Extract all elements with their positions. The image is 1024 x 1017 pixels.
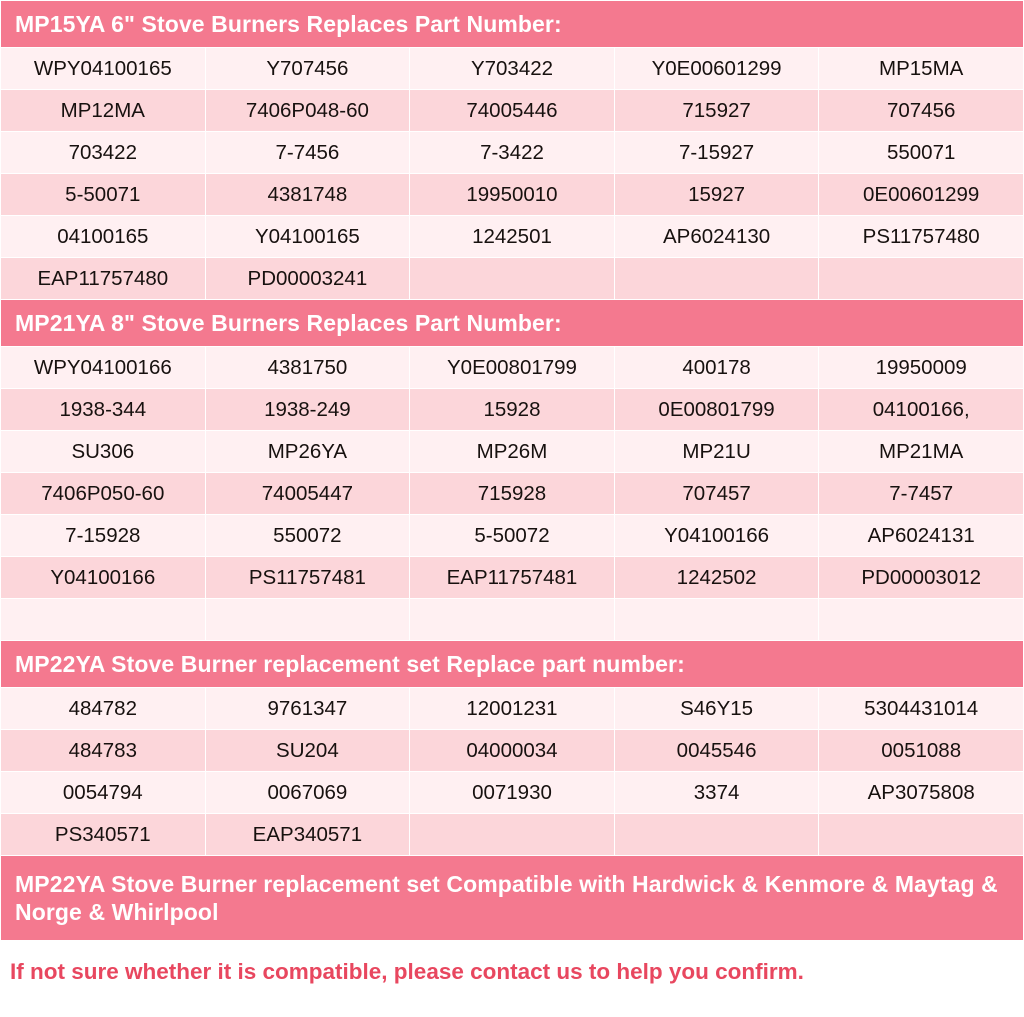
empty-cell — [205, 599, 410, 641]
table-row — [1, 174, 1024, 216]
table-body — [1, 1, 1024, 941]
part-cell: S46Y15 — [614, 688, 819, 730]
table-row — [1, 599, 1024, 641]
part-cell: Y04100165 — [205, 216, 410, 258]
section-banner-row — [1, 1, 1024, 48]
part-cell: 550071 — [819, 132, 1024, 174]
section-banner-row — [1, 300, 1024, 347]
table-row — [1, 431, 1024, 473]
part-cell: 7406P050-60 — [1, 473, 206, 515]
empty-cell — [614, 814, 819, 856]
table-row — [1, 389, 1024, 431]
part-cell: PD00003241 — [205, 258, 410, 300]
part-cell: MP21MA — [819, 431, 1024, 473]
empty-cell — [410, 258, 615, 300]
part-cell: 19950010 — [410, 174, 615, 216]
table-row — [1, 772, 1024, 814]
part-cell: 5304431014 — [819, 688, 1024, 730]
part-cell: SU204 — [205, 730, 410, 772]
part-cell: 74005447 — [205, 473, 410, 515]
table-row — [1, 132, 1024, 174]
part-cell: 5-50071 — [1, 174, 206, 216]
empty-cell — [410, 814, 615, 856]
part-cell: 703422 — [1, 132, 206, 174]
table-row — [1, 48, 1024, 90]
empty-cell — [614, 258, 819, 300]
part-cell: 9761347 — [205, 688, 410, 730]
part-cell: Y04100166 — [1, 557, 206, 599]
part-cell: AP6024130 — [614, 216, 819, 258]
part-cell: 4381748 — [205, 174, 410, 216]
part-cell: 484783 — [1, 730, 206, 772]
part-cell: AP3075808 — [819, 772, 1024, 814]
table-row — [1, 473, 1024, 515]
part-cell: 3374 — [614, 772, 819, 814]
empty-cell — [819, 258, 1024, 300]
part-cell: 0051088 — [819, 730, 1024, 772]
part-cell: 707457 — [614, 473, 819, 515]
part-cell: SU306 — [1, 431, 206, 473]
empty-cell — [819, 814, 1024, 856]
part-cell: 1938-249 — [205, 389, 410, 431]
footnote-text: If not sure whether it is compatible, please contact us to help you confirm. — [0, 941, 1024, 1003]
part-cell: 04000034 — [410, 730, 615, 772]
part-cell: PS340571 — [1, 814, 206, 856]
part-cell: 7-7456 — [205, 132, 410, 174]
part-cell: 15928 — [410, 389, 615, 431]
empty-cell — [1, 599, 206, 641]
part-cell: MP12MA — [1, 90, 206, 132]
part-cell: 400178 — [614, 347, 819, 389]
table-row — [1, 557, 1024, 599]
part-cell: 715927 — [614, 90, 819, 132]
compatibility-banner: MP22YA Stove Burner replacement set Compatible with Hardwick & Kenmore & Maytag & Norge & Whirlpool — [1, 856, 1024, 941]
table-row — [1, 90, 1024, 132]
section-banner-mp21ya: MP21YA 8" Stove Burners Replaces Part Number: — [1, 300, 1024, 347]
part-cell: 7-15927 — [614, 132, 819, 174]
part-cell: MP21U — [614, 431, 819, 473]
part-cell: WPY04100165 — [1, 48, 206, 90]
part-cell: 5-50072 — [410, 515, 615, 557]
part-cell: Y0E00601299 — [614, 48, 819, 90]
empty-cell — [410, 599, 615, 641]
part-cell: EAP11757481 — [410, 557, 615, 599]
part-cell: 12001231 — [410, 688, 615, 730]
table-row — [1, 515, 1024, 557]
part-cell: 7-3422 — [410, 132, 615, 174]
part-cell: 0045546 — [614, 730, 819, 772]
part-cell: 7-15928 — [1, 515, 206, 557]
empty-cell — [614, 599, 819, 641]
part-cell: Y0E00801799 — [410, 347, 615, 389]
empty-cell — [819, 599, 1024, 641]
part-cell: 707456 — [819, 90, 1024, 132]
section-banner-mp22ya: MP22YA Stove Burner replacement set Replace part number: — [1, 641, 1024, 688]
part-cell: PS11757481 — [205, 557, 410, 599]
part-cell: 715928 — [410, 473, 615, 515]
part-cell: MP15MA — [819, 48, 1024, 90]
part-cell: 19950009 — [819, 347, 1024, 389]
part-cell: 0067069 — [205, 772, 410, 814]
part-cell: PD00003012 — [819, 557, 1024, 599]
part-cell: 0E00801799 — [614, 389, 819, 431]
part-cell: 04100165 — [1, 216, 206, 258]
part-cell: 7-7457 — [819, 473, 1024, 515]
table-row — [1, 688, 1024, 730]
part-cell: MP26M — [410, 431, 615, 473]
part-cell: 7406P048-60 — [205, 90, 410, 132]
part-cell: 4381750 — [205, 347, 410, 389]
table-row — [1, 347, 1024, 389]
part-cell: 550072 — [205, 515, 410, 557]
part-cell: 0054794 — [1, 772, 206, 814]
part-cell: 0E00601299 — [819, 174, 1024, 216]
part-cell: 484782 — [1, 688, 206, 730]
table-row — [1, 216, 1024, 258]
part-cell: 15927 — [614, 174, 819, 216]
table-row — [1, 730, 1024, 772]
part-cell: WPY04100166 — [1, 347, 206, 389]
compatibility-banner-row — [1, 856, 1024, 941]
table-row — [1, 814, 1024, 856]
part-cell: 1242502 — [614, 557, 819, 599]
part-cell: EAP11757480 — [1, 258, 206, 300]
part-cell: 04100166, — [819, 389, 1024, 431]
table-row — [1, 258, 1024, 300]
part-cell: 1938-344 — [1, 389, 206, 431]
part-cell: PS11757480 — [819, 216, 1024, 258]
part-cell: Y703422 — [410, 48, 615, 90]
part-cell: AP6024131 — [819, 515, 1024, 557]
part-cell: 74005446 — [410, 90, 615, 132]
part-cell: Y04100166 — [614, 515, 819, 557]
part-cell: 1242501 — [410, 216, 615, 258]
part-cell: Y707456 — [205, 48, 410, 90]
section-banner-mp15ya: MP15YA 6" Stove Burners Replaces Part Number: — [1, 1, 1024, 48]
section-banner-row — [1, 641, 1024, 688]
part-cell: MP26YA — [205, 431, 410, 473]
part-cell: 0071930 — [410, 772, 615, 814]
part-cell: EAP340571 — [205, 814, 410, 856]
